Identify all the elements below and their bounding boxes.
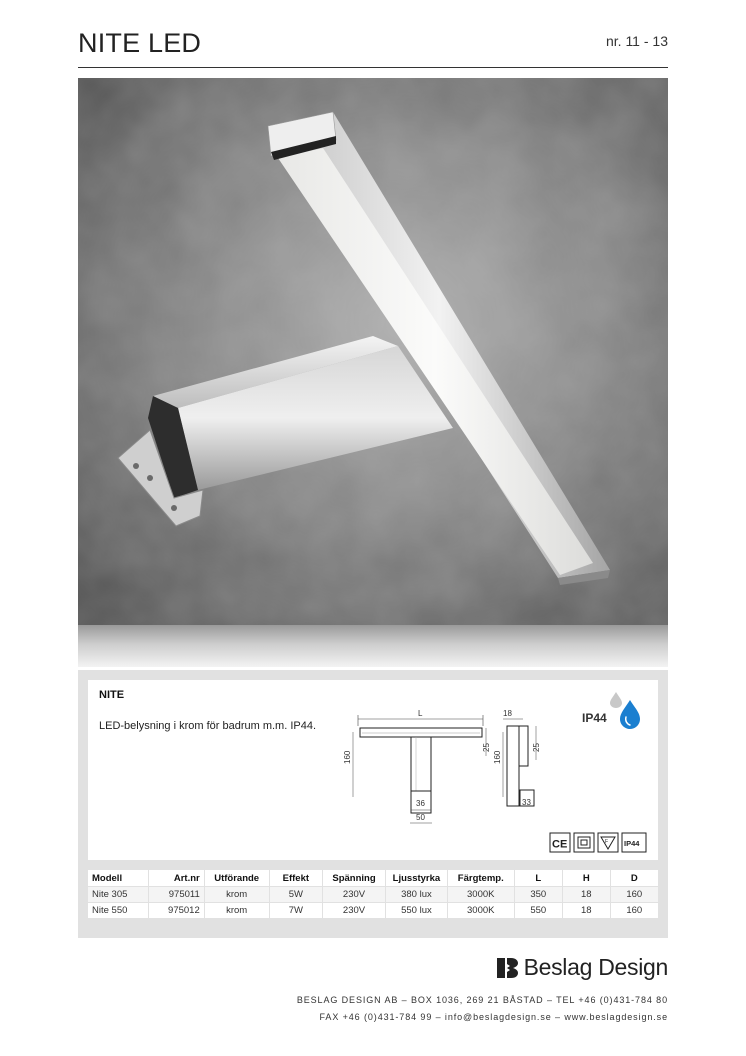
water-drop-icon bbox=[606, 690, 646, 737]
table-header-row bbox=[88, 870, 658, 887]
brand-name: Beslag Design bbox=[523, 954, 668, 980]
table-cell: 7W bbox=[269, 903, 322, 919]
page-title: NITE LED bbox=[78, 28, 202, 58]
table-cell: 550 bbox=[514, 903, 562, 919]
table-cell: 550 lux bbox=[385, 903, 447, 919]
double-insulation-icon bbox=[574, 833, 594, 852]
photo-reflection bbox=[78, 625, 668, 667]
dim-25-side-label: 25 bbox=[532, 743, 541, 752]
dim-25-front-label: 25 bbox=[482, 743, 491, 752]
dim-50-label: 50 bbox=[416, 813, 425, 822]
table-row bbox=[88, 903, 658, 919]
footer-contact: FAX +46 (0)431-784 99 – info@beslagdesign.se – www.beslagdesign.se bbox=[319, 1012, 668, 1022]
table-cell: Nite 305 bbox=[88, 887, 148, 903]
product-description: LED-belysning i krom för badrum m.m. IP44. bbox=[99, 720, 317, 732]
col-header: H bbox=[562, 870, 610, 887]
table-cell: 3000K bbox=[447, 887, 514, 903]
col-header: Färgtemp. bbox=[447, 870, 514, 887]
table-cell: 5W bbox=[269, 887, 322, 903]
dim-160-side-label: 160 bbox=[493, 750, 502, 764]
table-cell: 18 bbox=[562, 887, 610, 903]
table-cell: 975011 bbox=[148, 887, 204, 903]
product-photo bbox=[78, 78, 668, 625]
table-cell: 18 bbox=[562, 903, 610, 919]
dim-33-label: 33 bbox=[522, 798, 531, 807]
dim-l-label: L bbox=[418, 709, 423, 718]
svg-text:F: F bbox=[605, 839, 609, 845]
dim-18-label: 18 bbox=[503, 709, 512, 718]
col-header: Ljusstyrka bbox=[385, 870, 447, 887]
table-cell: 3000K bbox=[447, 903, 514, 919]
certification-icons bbox=[549, 832, 649, 859]
ce-mark-icon bbox=[550, 833, 570, 852]
table-cell: krom bbox=[204, 903, 269, 919]
ip-rating-label: IP44 bbox=[582, 711, 607, 725]
table-row bbox=[88, 887, 658, 903]
dimension-drawing bbox=[340, 702, 550, 832]
header-divider bbox=[78, 67, 668, 68]
brand-logo bbox=[497, 954, 668, 981]
table-cell: krom bbox=[204, 887, 269, 903]
table-cell: 160 bbox=[610, 903, 658, 919]
page-number: nr. 11 - 13 bbox=[605, 33, 668, 49]
col-header: Spänning bbox=[323, 870, 386, 887]
mounting-surface-icon bbox=[598, 833, 618, 852]
dim-160-front-label: 160 bbox=[343, 750, 352, 764]
table-cell: Nite 550 bbox=[88, 903, 148, 919]
table-cell: 975012 bbox=[148, 903, 204, 919]
table-cell: 160 bbox=[610, 887, 658, 903]
table-cell: 350 bbox=[514, 887, 562, 903]
table-cell: 230V bbox=[323, 903, 386, 919]
footer-address: BESLAG DESIGN AB – BOX 1036, 269 21 BÅSTAD – TEL +46 (0)431-784 80 bbox=[296, 995, 668, 1005]
col-header: Effekt bbox=[269, 870, 322, 887]
col-header: Utförande bbox=[204, 870, 269, 887]
col-header: L bbox=[514, 870, 562, 887]
product-name: NITE bbox=[99, 689, 125, 701]
col-header: D bbox=[610, 870, 658, 887]
brand-mark-icon bbox=[497, 958, 519, 978]
table-cell: 230V bbox=[323, 887, 386, 903]
col-header: Modell bbox=[88, 870, 148, 887]
table-cell: 380 lux bbox=[385, 887, 447, 903]
svg-text:CE: CE bbox=[552, 838, 568, 851]
svg-text:IP44: IP44 bbox=[624, 839, 640, 848]
col-header: Art.nr bbox=[148, 870, 204, 887]
spec-table bbox=[88, 870, 658, 918]
dim-36-label: 36 bbox=[416, 799, 425, 808]
ip44-badge-icon bbox=[622, 833, 646, 852]
